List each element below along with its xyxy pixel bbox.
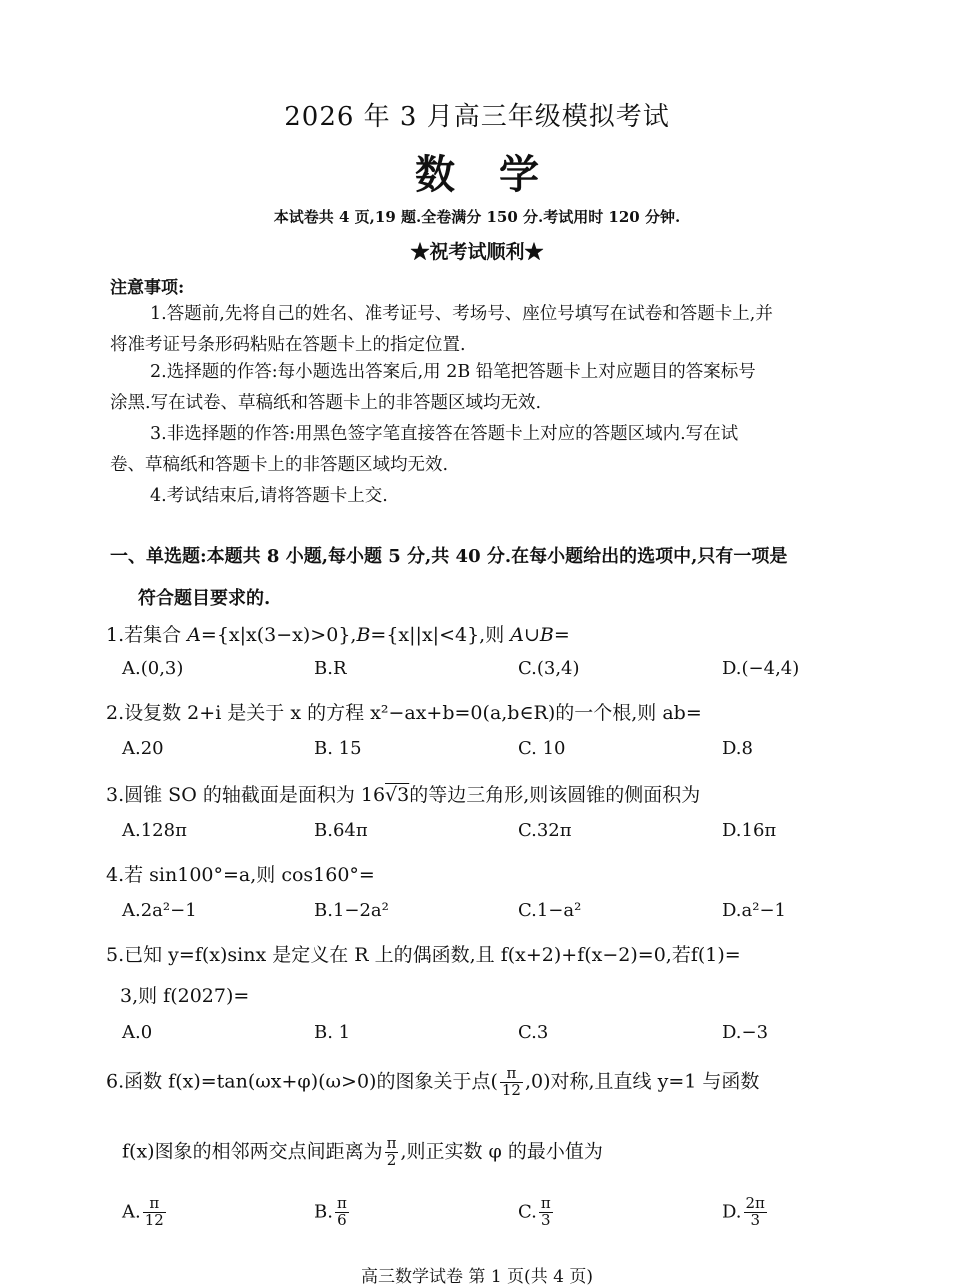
question-number: 2. [106,702,125,724]
option-d [722,1196,769,1229]
question-6-cont [122,1136,603,1169]
question-2 [106,698,702,725]
fraction-denominator: 3 [750,1210,760,1229]
notice-line: 卷、草稿纸和答题卡上的非答题区域均无效. [110,455,449,475]
subject-title: 数学 [415,151,583,198]
math-var: B [539,624,554,646]
sqrt-expression: √3 [385,784,410,806]
question-text: 已知 y=f(x)sinx 是定义在 R 上的偶函数,且 f(x+2)+f(x−2)=0,若f(1)= [124,944,741,966]
question-4 [106,860,375,887]
option-c: C.1−a² [518,900,582,921]
math-var: A [510,624,524,646]
option-b: B.R [314,658,347,679]
question-text: 圆锥 SO 的轴截面是面积为 16 [124,784,386,806]
fraction [143,1196,166,1229]
question-number: 6. [106,1070,125,1093]
math-var: B [356,624,371,646]
question-1 [106,620,570,647]
question-number: 1. [106,624,125,646]
question-text: f(x)图象的相邻两交点间距离为 [122,1140,383,1163]
fraction [744,1196,767,1229]
option-a: A.20 [122,738,164,759]
fraction-denominator: 2 [386,1150,397,1169]
option-d: D.(−4,4) [722,658,800,679]
option-a: A.128π [122,820,187,841]
option-c: C. 10 [518,738,566,759]
option-d: D.−3 [722,1022,769,1043]
question-3 [106,780,700,807]
option-b: B. 1 [314,1022,351,1043]
fraction-numerator: π [143,1196,166,1213]
fraction-numerator: π [540,1194,551,1212]
option-b: B. 15 [314,738,362,759]
fraction-denominator: 12 [501,1080,521,1099]
question-text: 若集合 [124,624,188,646]
option-a [122,1196,168,1229]
notice-line: 2.选择题的作答:每小题选出答案后,用 2B 铅笔把答题卡上对应题目的答案标号 [150,362,756,382]
fraction-denominator: 3 [541,1210,551,1229]
fraction-numerator: 2π [745,1194,765,1212]
option-label: D. [722,1201,742,1223]
question-text: = [553,624,570,646]
question-text: ,0)对称,且直线 y=1 与函数 [524,1070,760,1093]
option-d: D.8 [722,738,753,759]
exam-title: 2026 年 3 月高三年级模拟考试 [284,102,670,132]
notice-line: 4.考试结束后,请将答题卡上交. [150,486,388,506]
question-number: 4. [106,864,125,886]
question-text: ={x|x(3−x)>0}, [200,624,357,646]
question-text: ∪ [523,624,540,646]
section-title-cont: 符合题目要求的. [138,588,271,609]
option-c [518,1196,555,1229]
question-5-cont: 3,则 f(2027)= [120,985,250,1007]
fraction-denominator: 12 [144,1210,164,1229]
question-text: 的等边三角形,则该圆锥的侧面积为 [409,784,701,806]
fraction [385,1136,399,1169]
exam-info: 本试卷共 4 页,19 题.全卷满分 150 分.考试用时 120 分钟. [273,208,681,226]
question-text: 若 sin100°=a,则 cos160°= [124,864,375,886]
notice-line: 将准考证号条形码粘贴在答题卡上的指定位置. [110,335,466,355]
fraction-denominator: 6 [337,1210,347,1229]
question-6 [106,1066,759,1099]
fraction-numerator: π [500,1066,523,1083]
option-c: C.3 [518,1022,549,1043]
option-c: C.(3,4) [518,658,580,679]
fraction [335,1196,349,1229]
option-a: A.0 [122,1022,153,1043]
fraction-numerator: π [336,1194,347,1212]
notice-line: 涂黑.写在试卷、草稿纸和答题卡上的非答题区域均无效. [110,393,542,413]
question-number: 3. [106,784,125,806]
option-d: D.16π [722,820,777,841]
option-a: A.(0,3) [122,658,184,679]
page-footer: 高三数学试卷 第 1 页(共 4 页) [361,1267,593,1287]
question-text: 设复数 2+i 是关于 x 的方程 x²−ax+b=0(a,b∈R)的一个根,则 ab= [124,702,702,724]
fraction [539,1196,553,1229]
notice-line: 3.非选择题的作答:用黑色签字笔直接答在答题卡上对应的答题区域内.写在试 [150,424,739,444]
good-luck-banner: ★祝考试顺利★ [410,241,544,263]
math-var: A [187,624,201,646]
option-b: B.64π [314,820,368,841]
question-text: 函数 f(x)=tan(ωx+φ)(ω>0)的图象关于点( [124,1070,498,1093]
question-text: ,则正实数 φ 的最小值为 [400,1140,603,1163]
option-label: A. [122,1201,141,1223]
option-label: B. [314,1201,333,1223]
question-text: ={x||x|<4},则 [370,624,511,646]
notice-line: 1.答题前,先将自己的姓名、准考证号、考场号、座位号填写在试卷和答题卡上,并 [150,304,773,324]
question-5 [106,940,741,967]
option-a: A.2a²−1 [122,900,197,921]
option-b [314,1196,351,1229]
question-number: 5. [106,944,125,966]
section-title: 一、单选题:本题共 8 小题,每小题 5 分,共 40 分.在每小题给出的选项中,只有一项是 [110,546,788,567]
notice-heading: 注意事项: [110,278,185,298]
option-label: C. [518,1201,537,1223]
option-c: C.32π [518,820,572,841]
fraction [500,1066,523,1099]
option-b: B.1−2a² [314,900,389,921]
option-d: D.a²−1 [722,900,786,921]
fraction-numerator: π [386,1134,397,1152]
